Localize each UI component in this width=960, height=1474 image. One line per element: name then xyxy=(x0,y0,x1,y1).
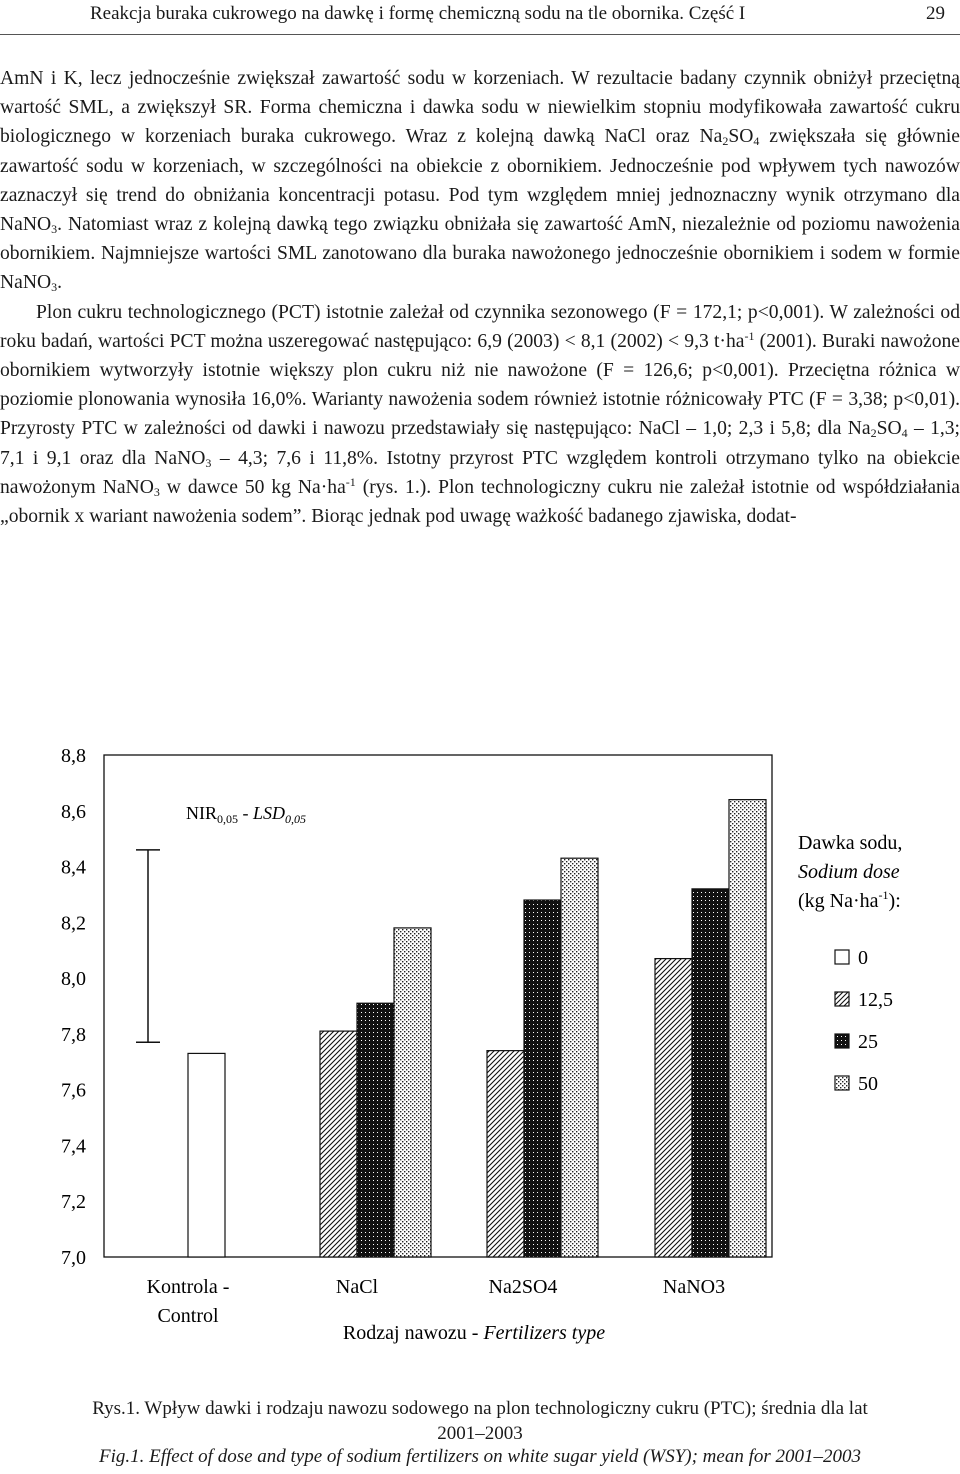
figure-caption-pl xyxy=(0,1396,960,1446)
text-segment: 2 xyxy=(870,426,877,441)
y-tick-label: 8,0 xyxy=(61,968,86,991)
y-tick-label: 8,8 xyxy=(61,745,86,767)
page-number: 29 xyxy=(926,3,945,24)
bar xyxy=(320,1031,357,1257)
y-tick-label: 7,4 xyxy=(61,1135,86,1158)
y-tick-label: 8,2 xyxy=(61,912,86,935)
text-segment: 3 xyxy=(51,222,58,237)
y-tick-label: 7,6 xyxy=(61,1079,86,1102)
figure-caption-en: Fig.1. Effect of dose and type of sodium fertilizers on white sugar yield (WSY); mean for 2001–2003 xyxy=(98,1446,862,1467)
text-segment: Plon cukru technologicznego (PCT) istotnie zależał od czynnika sezonowego (F = 172,1; p<0,001). W zależności od roku badań, wartości PCT można uszeregować następująco: 6,9 (2003) < 8,1 (2002) < 9,3 t·ha xyxy=(0,301,960,352)
bar xyxy=(394,928,431,1257)
lsd-label: $NIR_{0,05} - LSD_{0,05}$ xyxy=(186,803,307,826)
x-axis-label: Rodzaj nawozu - Fertilizers type xyxy=(342,1322,606,1344)
bar-series xyxy=(188,800,766,1257)
legend-title-line-3: (kg $Na\cdot ha^{-1}$): xyxy=(798,888,901,912)
text-segment: . xyxy=(57,272,63,294)
running-header xyxy=(0,0,960,35)
legend-label: 25 xyxy=(858,1031,878,1053)
text-segment: w dawce 50 kg Na·ha xyxy=(159,476,346,498)
text-segment: . Natomiast wraz z kolejną dawką tego związku obniżała się zawartość AmN, niezależnie od poziomu nawożenia obornikiem. Najmniejsze wartości SML zanotowano dla buraka nawożonego jednocześnie obornikiem i sodem w formie NaNO xyxy=(0,214,960,294)
bar-chart xyxy=(0,735,960,1395)
text-segment: 3 xyxy=(153,484,160,499)
x-axis-categories xyxy=(147,1276,725,1327)
legend-label: 50 xyxy=(858,1073,878,1095)
text-segment: AmN i K, lecz jednocześnie zwiększał zawartość sodu w korzeniach. W rezultacie badany czynnik obniżył przeciętną wartość SML, a zwiększył SR. Forma chemiczna i dawka sodu w niewielkim stopniu modyfikowała zawartość cukru biologicznego w korzeniach buraka cukrowego. Wraz z kolejną dawką NaCl oraz Na xyxy=(0,68,960,148)
y-tick-label: 7,2 xyxy=(61,1191,86,1214)
x-category-label: Control xyxy=(157,1305,219,1327)
bar xyxy=(487,1051,524,1257)
bar xyxy=(729,800,766,1257)
header-title: Reakcja buraka cukrowego na dawkę i formę chemiczną sodu na tle obornika. Część I xyxy=(90,3,746,24)
text-segment: – 4,3; 7,6 i 11,8%. Istotny przyrost PTC względem kontroli otrzymano tylko na obiekcie nawożonym NaNO xyxy=(0,447,960,498)
x-category-label: NaNO3 xyxy=(662,1276,726,1298)
legend-swatch xyxy=(835,1076,849,1090)
text-segment: 4 xyxy=(753,134,760,149)
text-segment: SO xyxy=(728,126,754,148)
y-tick-label: 8,4 xyxy=(61,856,86,879)
y-tick-label: 7,8 xyxy=(61,1023,86,1046)
text-segment: zwiększała się głównie zawartość sodu w korzeniach, w szczególności na obiekcie z obornikiem. Jednocześnie pod wpływem tych nawozów zaznaczył się trend do obniżania koncentracji potasu. Pod tym względem mniej jednoznaczny wynik otrzymano dla NaNO xyxy=(0,126,960,236)
y-tick-label: 7,0 xyxy=(61,1247,86,1269)
bar xyxy=(188,1053,225,1257)
text-segment: SO xyxy=(876,418,902,440)
body-text xyxy=(0,64,960,531)
legend-title-line-2: Sodium dose xyxy=(798,861,900,883)
bar xyxy=(655,959,692,1257)
paragraph-2 xyxy=(0,298,960,532)
x-category-label: Na2SO4 xyxy=(488,1276,558,1298)
legend-label: 0 xyxy=(858,947,868,969)
legend-swatch xyxy=(835,950,849,964)
paragraph-1 xyxy=(0,64,960,298)
caption-pl-line-2: 2001–2003 xyxy=(437,1423,523,1444)
text-segment: 3 xyxy=(205,455,212,470)
text-segment: 4 xyxy=(901,426,908,441)
y-tick-label: 8,6 xyxy=(61,800,86,823)
legend-swatch xyxy=(835,992,849,1006)
text-segment: 2 xyxy=(722,134,729,149)
lsd-indicator xyxy=(136,803,306,1042)
text-segment: -1 xyxy=(744,328,755,343)
legend-swatch xyxy=(835,1034,849,1048)
bar xyxy=(357,1003,394,1257)
bar xyxy=(561,858,598,1257)
text-segment: (rys. 1.). Plon technologiczny cukru nie zależał istotnie od współdziałania „obornik x wariant nawożenia sodem”. Biorąc jednak pod uwagę ważkość badanego zjawiska, dodat- xyxy=(0,476,960,528)
legend-title-line-1: Dawka sodu, xyxy=(798,832,903,854)
x-category-label: NaCl xyxy=(335,1276,379,1298)
text-segment: – 1,3; 7,1 i 9,1 oraz dla NaNO xyxy=(0,418,960,469)
x-category-label: Kontrola - xyxy=(146,1276,230,1298)
y-axis-ticks xyxy=(61,745,86,1269)
bar xyxy=(692,889,729,1257)
legend-label: 12,5 xyxy=(858,989,893,1011)
text-segment: 3 xyxy=(51,280,58,295)
bar xyxy=(524,900,561,1257)
caption-pl-line-1: Rys.1. Wpływ dawki i rodzaju nawozu sodowego na plon technologiczny cukru (PTC); średnia dla lat xyxy=(92,1398,868,1419)
legend xyxy=(798,832,902,1095)
text-segment: -1 xyxy=(345,474,356,489)
text-segment: (2001). Buraki nawożone obornikiem wytworzyły istotnie większy plon cukru niż nie nawożone (F = 126,6; p<0,001). Przeciętna różnica w poziomie plonowania wynosiła 16,0%. Warianty nawożenia sodem również istotnie różnicowały PTC (F = 3,38; p<0,01). Przyrosty PTC w zależności od dawki i nawozu przedstawiały się następująco: NaCl – 1,0; 2,3 i 5,8; dla Na xyxy=(0,330,960,440)
